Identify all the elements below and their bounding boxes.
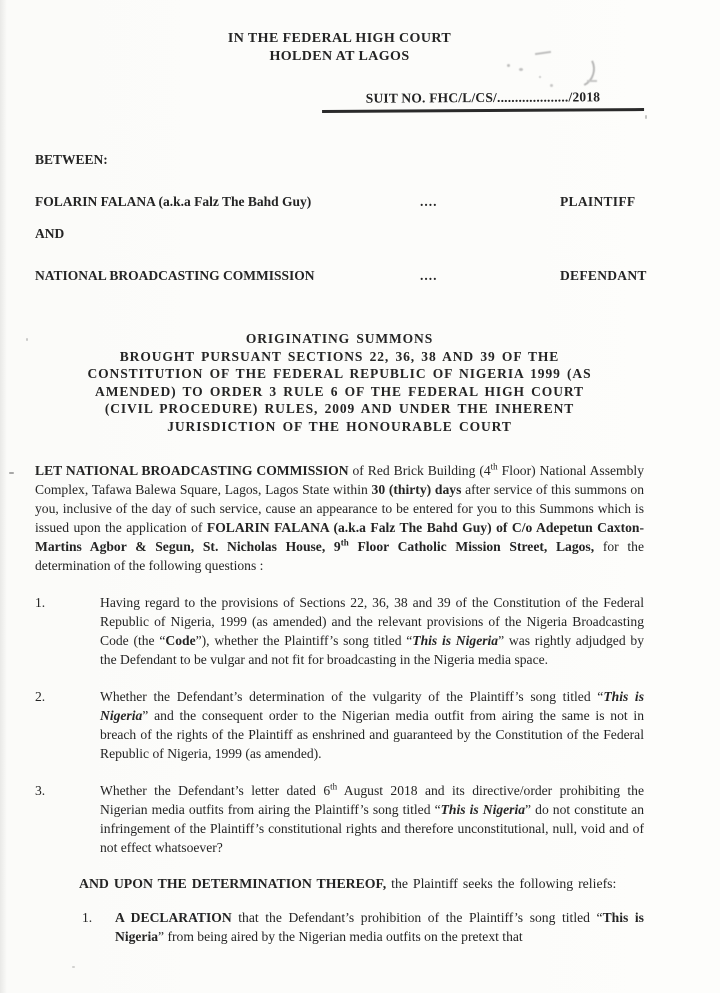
plaintiff-row: [35, 194, 644, 210]
court-location: HOLDEN AT LAGOS: [269, 49, 410, 64]
question-number: 3.: [35, 783, 46, 798]
separator-dots: ....: [420, 268, 438, 283]
court-name: IN THE FEDERAL HIGH COURT: [227, 31, 452, 46]
heading-line: ORIGINATING SUMMONS: [245, 331, 434, 346]
defendant-row: [35, 268, 647, 284]
heading-line: JURISDICTION OF THE HONOURABLE COURT: [167, 418, 512, 434]
question-item-2: [35, 687, 644, 763]
originating-summons-heading: [35, 330, 644, 435]
scan-speck: [645, 115, 647, 119]
question-number: 2.: [35, 689, 46, 704]
relief-item-1: [82, 908, 644, 947]
scan-speck: [26, 338, 28, 341]
determination-paragraph: AND UPON THE DETERMINATION THEREOF, the Plaintiff seeks the following reliefs:: [79, 876, 617, 891]
relief-text: A DECLARATION that the Defendant’s prohibition of the Plaintiff’s song titled “This is Nigeria” from being aired by the Nigerian media outfits on the pretext that: [115, 909, 644, 944]
question-text: Having regard to the provisions of Sections 22, 36, 38 and 39 of the Constitution of the Federal Republic of Nigeria, 1999 (as amended) and the relevant provisions of the Nigeria Broadcasting Code (the “Code”), whether the Plaintiff’s song titled “This is Nigeria” was rightly adjudged by the Defendant to be vulgar and not fit for broadcasting in the Nigeria media space.: [100, 595, 644, 667]
smudge-dot: [550, 84, 553, 87]
smudge-dash: [587, 80, 597, 82]
smudge-dot: [507, 64, 510, 67]
between-label: BETWEEN:: [35, 152, 108, 167]
heading-line: CONSTITUTION OF THE FEDERAL REPUBLIC OF NIGERIA 1999 (AS: [87, 366, 592, 381]
reliefs-list: [35, 908, 644, 947]
questions-list: [35, 593, 644, 857]
suit-number: SUIT NO. FHC/L/CS/..................../2018: [322, 89, 644, 113]
heading-line: AMENDED) TO ORDER 3 RULE 6 OF THE FEDERAL HIGH COURT: [95, 383, 584, 399]
plaintiff-role-label: PLAINTIFF: [560, 194, 636, 209]
separator-dots: ....: [420, 194, 438, 209]
scan-speck: [9, 472, 14, 474]
question-number: 1.: [35, 595, 46, 610]
summons-paragraph: LET NATIONAL BROADCASTING COMMISSION of Red Brick Building (4th Floor) National Assembly Complex, Tafawa Balewa Square, Lagos, Lagos State within 30 (thirty) days after service of this summons on you, inclusive of the day of such service, cause an appearance to be entered for you to this Summons which is issued upon the application of FOLARIN FALANA (a.k.a Falz The Bahd Guy) of C/o Adepetun Caxton-Martins Agbor & Segun, St. Nicholas House, 9th Floor Catholic Mission Street, Lagos, for the determination of the following questions :: [35, 461, 644, 573]
relief-number: 1.: [82, 909, 93, 925]
question-text: Whether the Defendant’s letter dated 6th August 2018 and its directive/order prohibiting the Nigerian media outfits from airing the Plaintiff’s song titled “This is Nigeria” do not constitute an infringement of the Plaintiff’s constitutional rights and therefore unconstitutional, null, void and of not effect whatsoever?: [100, 781, 644, 855]
heading-line: (CIVIL PROCEDURE) RULES, 2009 AND UNDER THE INHERENT: [104, 401, 575, 416]
scan-speck: [72, 966, 75, 968]
defendant-name: NATIONAL BROADCASTING COMMISSION: [35, 268, 315, 283]
heading-line: BROUGHT PURSUANT SECTIONS 22, 36, 38 AND 39 OF THE: [119, 348, 560, 364]
question-item-1: [35, 593, 644, 669]
and-label: AND: [35, 226, 65, 241]
question-text: Whether the Defendant’s determination of the vulgarity of the Plaintiff’s song titled “This is Nigeria” and the consequent order to the Nigerian media outfit from airing the same is not in breach of the rights of the Plaintiff as enshrined and guaranteed by the Constitution of the Federal Republic of Nigeria, 1999 (as amended).: [100, 689, 644, 761]
question-item-3: [35, 781, 644, 857]
plaintiff-name: FOLARIN FALANA (a.k.a Falz The Bahd Guy): [35, 194, 312, 209]
smudge-dot: [519, 68, 523, 71]
smudge-arc: [552, 45, 600, 93]
defendant-role-label: DEFENDANT: [560, 268, 647, 283]
smudge-dot: [539, 76, 541, 78]
smudge-dash: [535, 51, 551, 55]
